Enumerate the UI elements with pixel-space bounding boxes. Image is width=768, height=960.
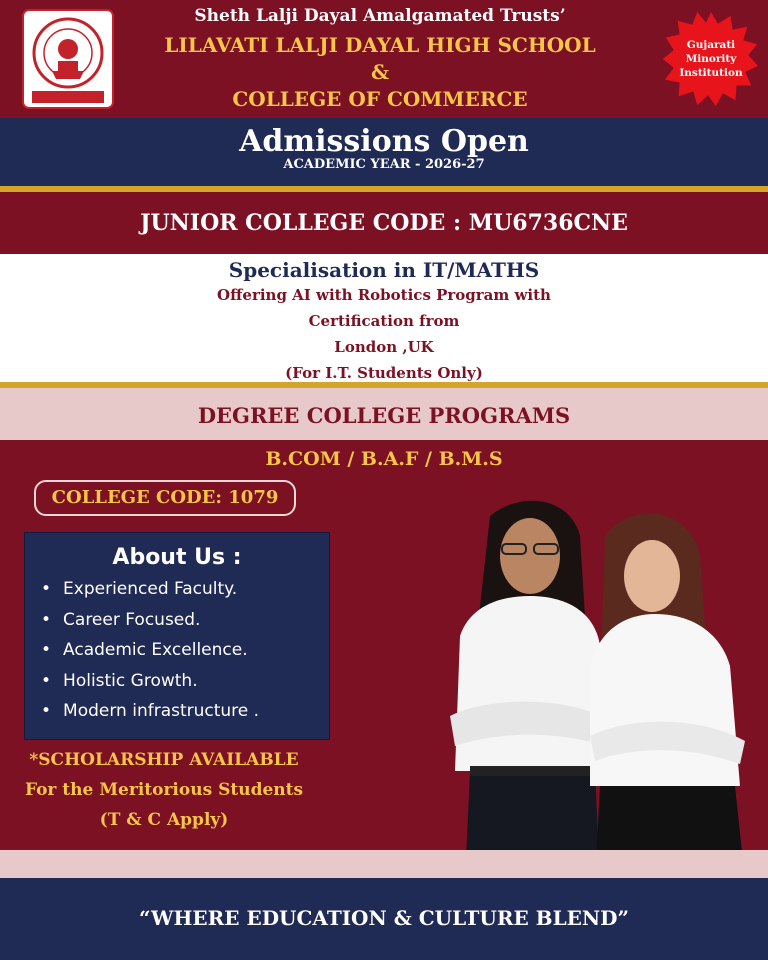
- about-item: • Holistic Growth.: [41, 666, 329, 697]
- college-name: COLLEGE OF COMMERCE: [232, 87, 528, 111]
- specialisation-title: Specialisation in IT/MATHS: [228, 258, 540, 282]
- degree-programs: B.COM / B.A.F / B.M.S: [265, 448, 503, 470]
- college-code-badge: COLLEGE CODE: 1079: [34, 480, 296, 516]
- specialisation-section: [0, 254, 768, 382]
- specialisation-line: Certification from: [308, 312, 460, 330]
- junior-college-code: JUNIOR COLLEGE CODE : MU6736CNE: [0, 192, 768, 254]
- about-item: • Academic Excellence.: [41, 635, 329, 666]
- about-item: • Experienced Faculty.: [41, 574, 329, 605]
- pink-strip: [0, 850, 768, 878]
- trust-name: Sheth Lalji Dayal Amalgamated Trusts’: [194, 6, 566, 26]
- specialisation-line: Offering AI with Robotics Program with: [217, 286, 551, 304]
- students-photo: [430, 496, 768, 880]
- main-section: [0, 440, 768, 850]
- admissions-banner: [0, 118, 768, 186]
- admissions-title: Admissions Open: [239, 124, 529, 159]
- scholarship-terms: (T & C Apply): [99, 810, 229, 830]
- academic-year: ACADEMIC YEAR - 2026-27: [283, 157, 485, 172]
- school-logo-icon: [22, 9, 114, 109]
- about-item: • Career Focused.: [41, 605, 329, 636]
- ampersand: &: [370, 60, 390, 84]
- specialisation-line: (For I.T. Students Only): [285, 364, 483, 382]
- about-list: [25, 574, 329, 727]
- scholarship-subtitle: For the Meritorious Students: [24, 780, 304, 800]
- about-title: About Us :: [112, 545, 242, 570]
- scholarship-title: *SCHOLARSHIP AVAILABLE: [29, 750, 299, 770]
- about-us-box: [24, 532, 330, 740]
- school-name: LILAVATI LALJI DAYAL HIGH SCHOOL: [164, 33, 596, 57]
- about-item: • Modern infrastructure .: [41, 696, 329, 727]
- degree-heading: DEGREE COLLEGE PROGRAMS: [0, 388, 768, 440]
- minority-badge-text: Gujarati Minority Institution: [679, 39, 743, 79]
- specialisation-line: London ,UK: [334, 338, 434, 356]
- footer-tagline: “WHERE EDUCATION & CULTURE BLEND”: [0, 878, 768, 960]
- header: [0, 0, 768, 118]
